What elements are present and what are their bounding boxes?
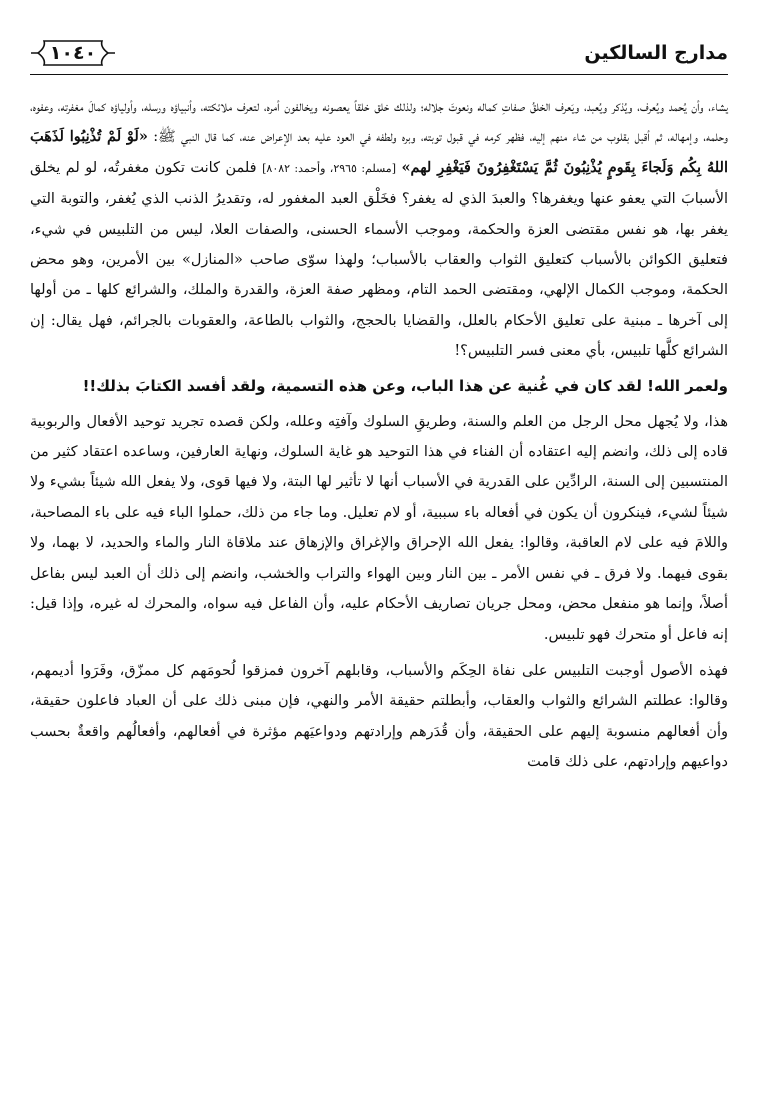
paragraph: هذا، ولا يُجهل محل الرجل من العلم والسنة، وطريقِ السلوك وآفتِه وعلله، ولكن قصده تجريد توحيد الأفعال والربوبية قاده إلى ذلك، وانضم إليه اعتقاده أن الفناء في هذا التوحيد هو غاية السلوك، ونهاية العارفين، وساعده اعتقاد كثير من المنتسبين إلى السنة، الرادِّين على القدرية في الأسباب أنها لا تأثير لها البتة، ولا فيها قوى، ولا يفعل الله شيئاً بشيء ولا شيئاً لشيء، فينكرون أن يكون في أفعاله باء سببية، أو لام تعليل. وما جاء من ذلك، حملوا الباء فيه على باء المصاحبة، واللامَ فيه على لام العاقبة، وقالوا: يفعل الله الإحراق والإغراق والإزهاق عند ملاقاة النار والماء والحديد، لا بهما، ولا بقوى فيهما. ولا فرق ـ في نفس الأمر ـ بين النار وبين الهواء والتراب والخشب، وانضم إلى ذلك أن العبد ليس بفاعل أصلاً، وإنما هو منفعل محض، ومحل جريان تصاريف الأحكام عليه، وأن الفاعل فيه سواه، والمحرك له غيره، وإذا قيل: إنه فاعل أو متحرك فهو تلبيس. xyxy=(30,413,728,643)
paragraph-text: يشاء، وأن يُحمد ويُعرف، ويُذكر ويُعبد، ويَعرف الخلقُ صفاتِ كماله ونعوتَ جلاله؛ ولذلك خلق خلقاً يعصونه ويخالفون أمره، لتعرف ملائكته، وأنبياؤه ورسله، وأولياؤه كمالَ مغفرته، وعفوه، وحلمه، وإمهاله، ثم أقبل بقلوب من شاء منهم إليه، فظهر كرمه في قبول توبته، وبره ولطفه في العود عليه بعد الإعراض عنه، كما قال النبي ﷺ: xyxy=(30,99,728,146)
section-heading: ولعمر الله! لقد كان في غُنية عن هذا الباب، وعن هذه التسمية، ولقد أفسد الكتابَ بذلك!! xyxy=(82,376,728,395)
paragraph: فهذه الأصول أوجبت التلبيس على نفاة الحِكَم والأسباب، وقابلهم آخرون فمزقوا لُحومَهم كل ممزّق، وفَرَوا أديمهم، وقالوا: عطلتم الشرائع والثواب والعقاب، وأبطلتم حقيقة الأمر والنهي، فإن مبنى ذلك على أن العباد فاعلون حقيقة، وأن أفعالهم منسوبة إليهم على الحقيقة، وأن قُدَرهم وإرادتهم ودواعيَهم مؤثرة في أفعالهم، وأفعالُهم واقعةٌ بحسب دواعيهم وإرادتهم، على ذلك قامت xyxy=(30,662,728,771)
page-number: ١٠٤٠ xyxy=(49,42,97,64)
running-title: مدارج السالكين xyxy=(584,42,728,64)
page-header xyxy=(30,36,728,78)
main-text xyxy=(30,92,728,778)
citation: [مسلم: ٢٩٦٥، وأحمد: ٨٠٨٢] xyxy=(262,161,396,175)
header-divider xyxy=(30,74,728,75)
paragraph xyxy=(30,92,728,367)
page-number-frame xyxy=(30,38,116,68)
paragraph-text: فلمن كانت تكون مغفرتُه، لو لم يخلق الأسبابَ التي يعفو عنها ويغفرها؟ والعبدَ الذي له يغفر؟ فخَلْق العبد المغفور له، وتقديرُ الذنب الذي يُغفر، والتوبة التي يغفر بها، هو نفس مقتضى العزة والحكمة، وموجب الأسماء الحسنى، والصفات العلا، ليس من التلبيس في شيء، فتعليق الكوائن بالأسباب كتعليق الثواب والعقاب بالأسباب؛ ولهذا سوّى صاحب «المنازل» بين الأمرين، وهو محض الحكمة، وموجب الكمال الإلهي، ومقتضى الحمد التام، ومظهر صفة العزة، والقدرة والملك، والشرائع كلها ـ من أولها إلى آخرها ـ مبنية على تعليق الأحكام بالعلل، والقضايا بالحجج، والثواب بالطاعة، والعقوبات بالجرائم، فهل يقال: إن الشرائع كلَّها تلبيس، بأي معنى فسر التلبيس؟! xyxy=(30,159,728,360)
hadith-quote: «لَوْ لَمْ تُذْنِبُوا لَذَهَبَ اللهُ بِكُم وَلَجاءَ بِقَومٍ يُذْنِبُونَ ثُمَّ يَسْتَغْفِرُونَ فَيَغْفِرِ لهم» xyxy=(30,128,729,176)
